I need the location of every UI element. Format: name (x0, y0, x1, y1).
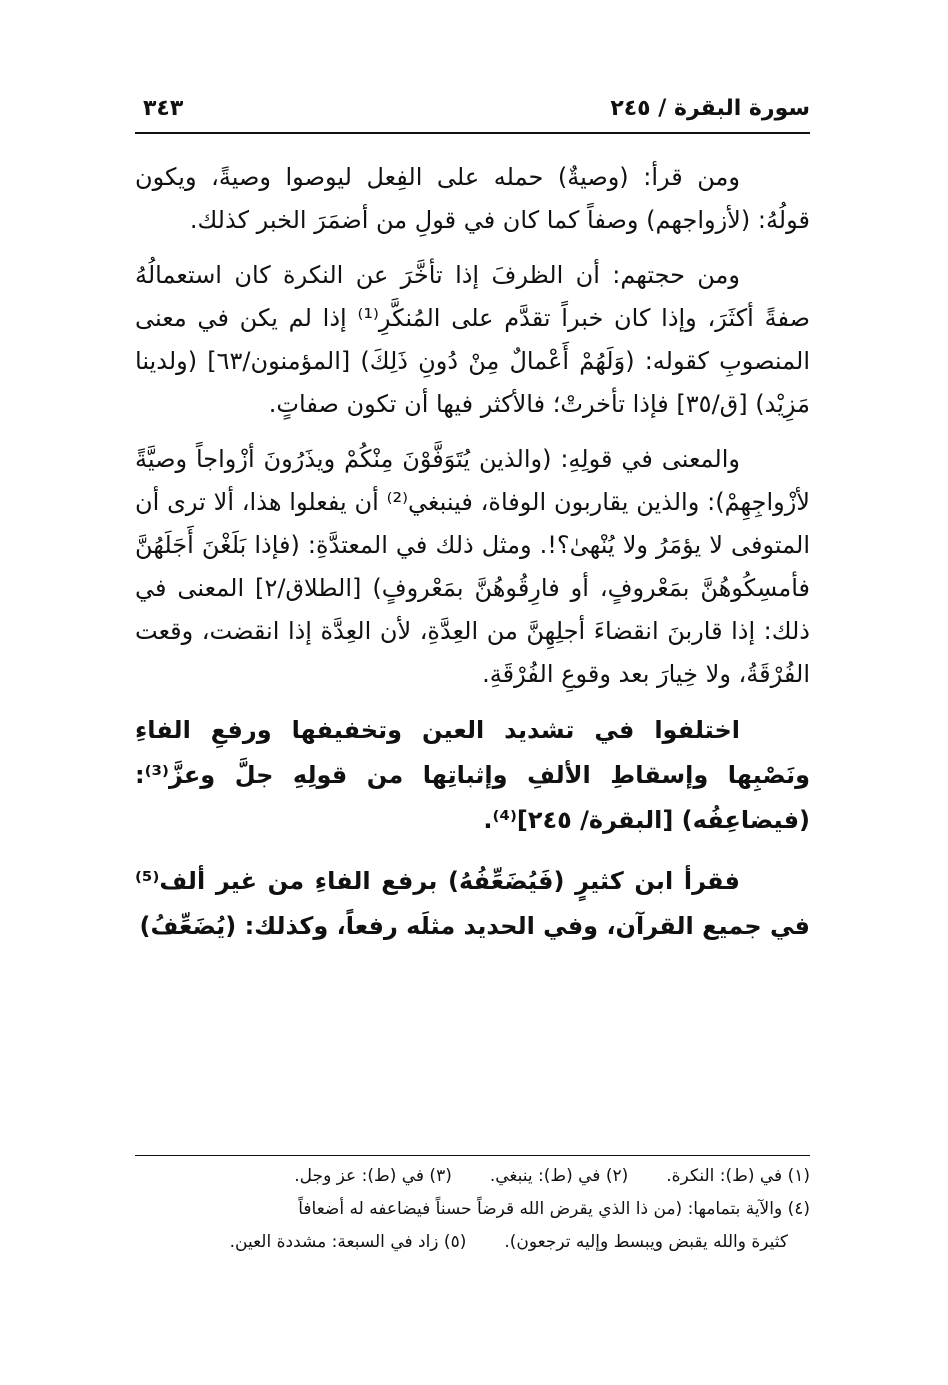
footnote-row (135, 1160, 810, 1193)
bold-paragraph: فقرأ ابن كثيرٍ (فَيُضَعِّفُهُ) برفع الفاءِ من غير ألف⁽⁵⁾ في جميع القرآن، وفي الحديد مثلَه رفعاً، وكذلك: (يُضَعِّفُ) (135, 867, 810, 940)
footnote-5: (٥) زاد في السبعة: مشددة العين. (229, 1232, 467, 1252)
page (135, 90, 810, 965)
footnote-2: (٢) في (ط): ينبغي. (489, 1166, 629, 1186)
page-header (135, 90, 810, 134)
page-number: ٣٤٣ (143, 96, 184, 121)
running-title: سورة البقرة / ٢٤٥ (610, 96, 810, 121)
paragraph: ومن قرأ: (وصيةٌ) حمله على الفِعل ليوصوا وصيةً، ويكون قولُهُ: (لأزواجهم) وصفاً كما كان في قولِ من أضمَرَ الخبر كذلك. (135, 163, 810, 234)
footnote-4-line-2: كثيرة والله يقبض ويبسط وإليه ترجعون). (504, 1232, 788, 1252)
main-text (135, 156, 810, 949)
paragraph: ومن حجتهم: أن الظرفَ إذا تأخَّرَ عن النكرة كان استعمالُهُ صفةً أكثَرَ، وإذا كان خبراً تقدَّم على المُنكَّرِ⁽¹⁾ إذا لم يكن في معنى المنصوبِ كقوله: (وَلَهُمْ أَعْمالٌ مِنْ دُونِ ذَلِكَ) [المؤمنون/٦٣] (ولدينا مَزِيْد) [ق/٣٥] فإذا تأخرتْ؛ فالأكثر فيها أن تكون صفاتٍ. (135, 261, 811, 418)
footnote-3: (٣) في (ط): عز وجل. (294, 1166, 452, 1186)
bold-paragraph: اختلفوا في تشديد العين وتخفيفها ورفعِ الفاءِ ونَصْبِها وإسقاطِ الألفِ وإثباتِها من قولِهِ جلَّ وعزَّ⁽³⁾: (فيضاعِفُه) [البقرة/ ٢٤٥]⁽⁴⁾. (135, 716, 810, 834)
footnotes (135, 1155, 810, 1259)
footnote-4-line-1: (٤) والآية بتمامها: (من ذا الذي يقرض الله قرضاً حسناً فيضاعفه له أضعافاً (298, 1199, 810, 1219)
paragraph: والمعنى في قولِهِ: (والذين يُتَوَفَّوْنَ مِنْكُمْ ويذَرُونَ أزْواجاً وصيَّةً لأزْواجِهِمْ): والذين يقاربون الوفاة، فينبغي⁽²⁾ أن يفعلوا هذا، ألا ترى أن المتوفى لا يؤمَرُ ولا يُنْهىٰ؟!. ومثل ذلك في المعتدَّةِ: (فإذا بَلَغْنَ أَجَلَهُنَّ فأمسِكُوهُنَّ بمَعْروفٍ، أو فارِقُوهُنَّ بمَعْروفٍ) [الطلاق/٢] المعنى في ذلك: إذا قاربنَ انقضاءَ أجلِهِنَّ من العِدَّةِ، لأن العِدَّة إذا انقضت، وقعت الفُرْقَةُ، ولا خِيارَ بعد وقوعِ الفُرْقَةِ. (135, 445, 811, 688)
footnote-1: (١) في (ط): النكرة. (666, 1166, 810, 1186)
footnote-row (135, 1226, 810, 1259)
